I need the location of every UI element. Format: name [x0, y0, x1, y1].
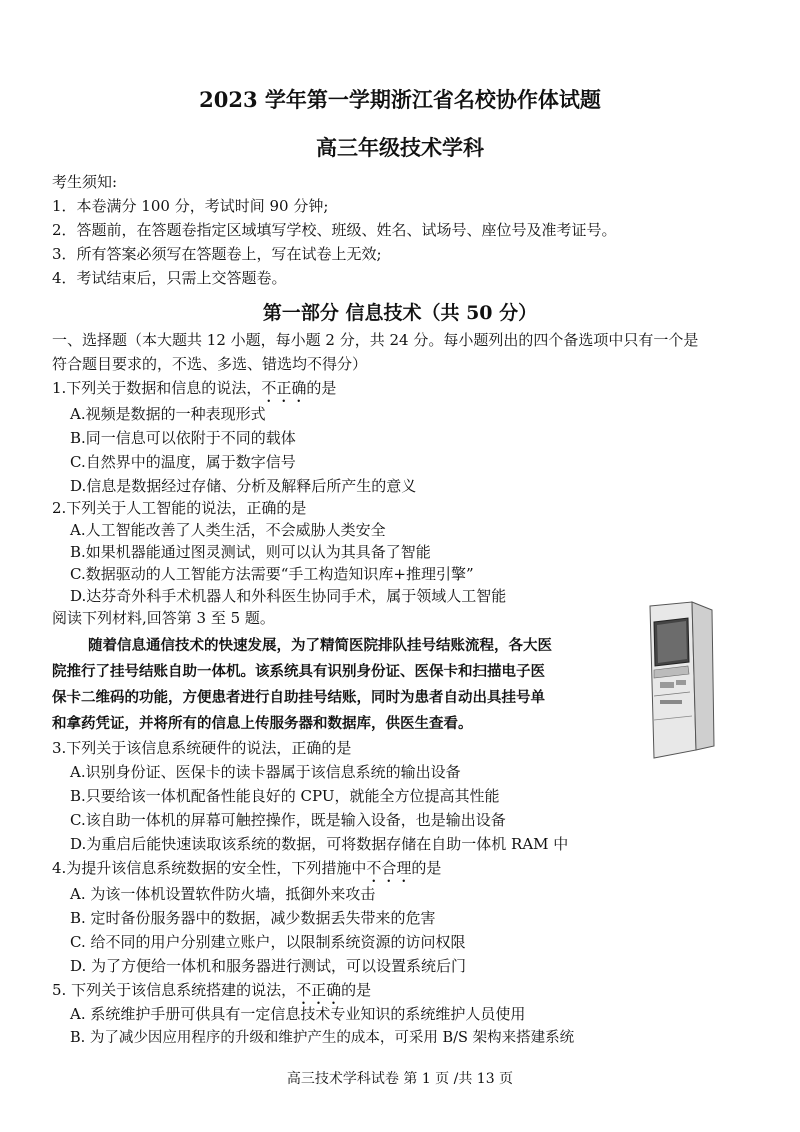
notice-item: 2．答题前，在答题卷指定区域填写学校、班级、姓名、试场号、座位号及准考证号。 — [52, 221, 617, 239]
question-5-option-a: A. 系统维护手册可供具有一定信息技术专业知识的系统维护人员使用 — [70, 1005, 526, 1023]
question-1-option-c: C.自然界中的温度，属于数字信号 — [70, 453, 296, 471]
question-1-option-b: B.同一信息可以依附于不同的载体 — [70, 429, 296, 447]
stem-text: 的是 — [411, 859, 442, 877]
part-intro-line: 一、选择题（本大题共 12 小题，每小题 2 分，共 24 分。每小题列出的四个备选项中只有一个是 — [52, 331, 699, 349]
question-3-stem: 3.下列关于该信息系统硬件的说法，正确的是 — [52, 739, 352, 757]
question-4-option-d: D. 为了方便给一体机和服务器进行测试，可以设置系统后门 — [70, 957, 467, 975]
question-3-option-d: D.为重启后能快速读取该系统的数据，可将数据存储在自助一体机 RAM 中 — [70, 835, 569, 853]
question-1-option-a: A.视频是数据的一种表现形式 — [70, 405, 266, 423]
question-4-option-b: B. 定时备份服务器中的数据，减少数据丢失带来的危害 — [70, 909, 436, 927]
emphasis-text: 不正确 — [296, 981, 342, 999]
material-lead: 阅读下列材料,回答第 3 至 5 题。 — [52, 609, 275, 627]
material-line: 和拿药凭证，并将所有的信息上传服务器和数据库，供医生查看。 — [52, 715, 473, 732]
stem-text: 的是 — [341, 981, 372, 999]
exam-title: 2023 学年第一学期浙江省名校协作体试题 — [199, 87, 601, 112]
question-2-stem: 2.下列关于人工智能的说法，正确的是 — [52, 499, 307, 517]
page-footer: 高三技术学科试卷 第 1 页 /共 13 页 — [286, 1071, 514, 1087]
notice-heading: 考生须知: — [52, 173, 118, 191]
part-intro-line: 符合题目要求的，不选、多选、错选均不得分） — [52, 355, 368, 373]
emphasis-text: 不合理 — [366, 859, 412, 877]
exam-subtitle: 高三年级技术学科 — [316, 135, 484, 160]
question-4-option-a: A. 为该一体机设置软件防火墙，抵御外来攻击 — [70, 885, 376, 903]
material-line: 院推行了挂号结账自助一体机。该系统具有识别身份证、医保卡和扫描电子医 — [52, 663, 545, 680]
notice-item: 4．考试结束后，只需上交答题卷。 — [52, 269, 287, 287]
stem-text: 1.下列关于数据和信息的说法， — [52, 379, 262, 397]
question-4-stem — [52, 858, 441, 886]
self-service-kiosk-image — [630, 600, 730, 760]
question-4-option-c: C. 给不同的用户分别建立账户，以限制系统资源的访问权限 — [70, 933, 466, 951]
question-2-option-c: C.数据驱动的人工智能方法需要“手工构造知识库+推理引擎” — [70, 565, 474, 583]
question-1-stem — [52, 378, 336, 406]
question-2-option-a: A.人工智能改善了人类生活，不会威胁人类安全 — [70, 521, 386, 539]
material-line: 随着信息通信技术的快速发展，为了精简医院排队挂号结账流程，各大医 — [88, 637, 552, 654]
question-3-option-a: A.识别身份证、医保卡的读卡器属于该信息系统的输出设备 — [70, 763, 461, 781]
emphasis-text: 不正确 — [261, 379, 307, 397]
question-2-option-d: D.达芬奇外科手术机器人和外科医生协同手术，属于领域人工智能 — [70, 587, 507, 605]
section-title: 第一部分 信息技术（共 50 分） — [262, 302, 538, 324]
notice-item: 1．本卷满分 100 分，考试时间 90 分钟; — [52, 197, 329, 215]
question-3-option-b: B.只要给该一体机配备性能良好的 CPU，就能全方位提高其性能 — [70, 787, 500, 805]
question-5-option-b: B. 为了减少因应用程序的升级和维护产生的成本，可采用 B/S 架构来搭建系统 — [70, 1030, 575, 1046]
question-1-option-d: D.信息是数据经过存储、分析及解释后所产生的意义 — [70, 477, 417, 495]
stem-text: 的是 — [306, 379, 337, 397]
stem-text: 4.为提升该信息系统数据的安全性，下列措施中 — [52, 859, 367, 877]
question-2-option-b: B.如果机器能通过图灵测试，则可以认为其具备了智能 — [70, 543, 431, 561]
question-3-option-c: C.该自助一体机的屏幕可触控操作，既是输入设备，也是输出设备 — [70, 811, 506, 829]
material-line: 保卡二维码的功能，方便患者进行自助挂号结账，同时为患者自动出具挂号单 — [52, 689, 545, 706]
stem-text: 5. 下列关于该信息系统搭建的说法， — [52, 981, 297, 999]
notice-item: 3．所有答案必须写在答题卷上，写在试卷上无效; — [52, 245, 382, 263]
